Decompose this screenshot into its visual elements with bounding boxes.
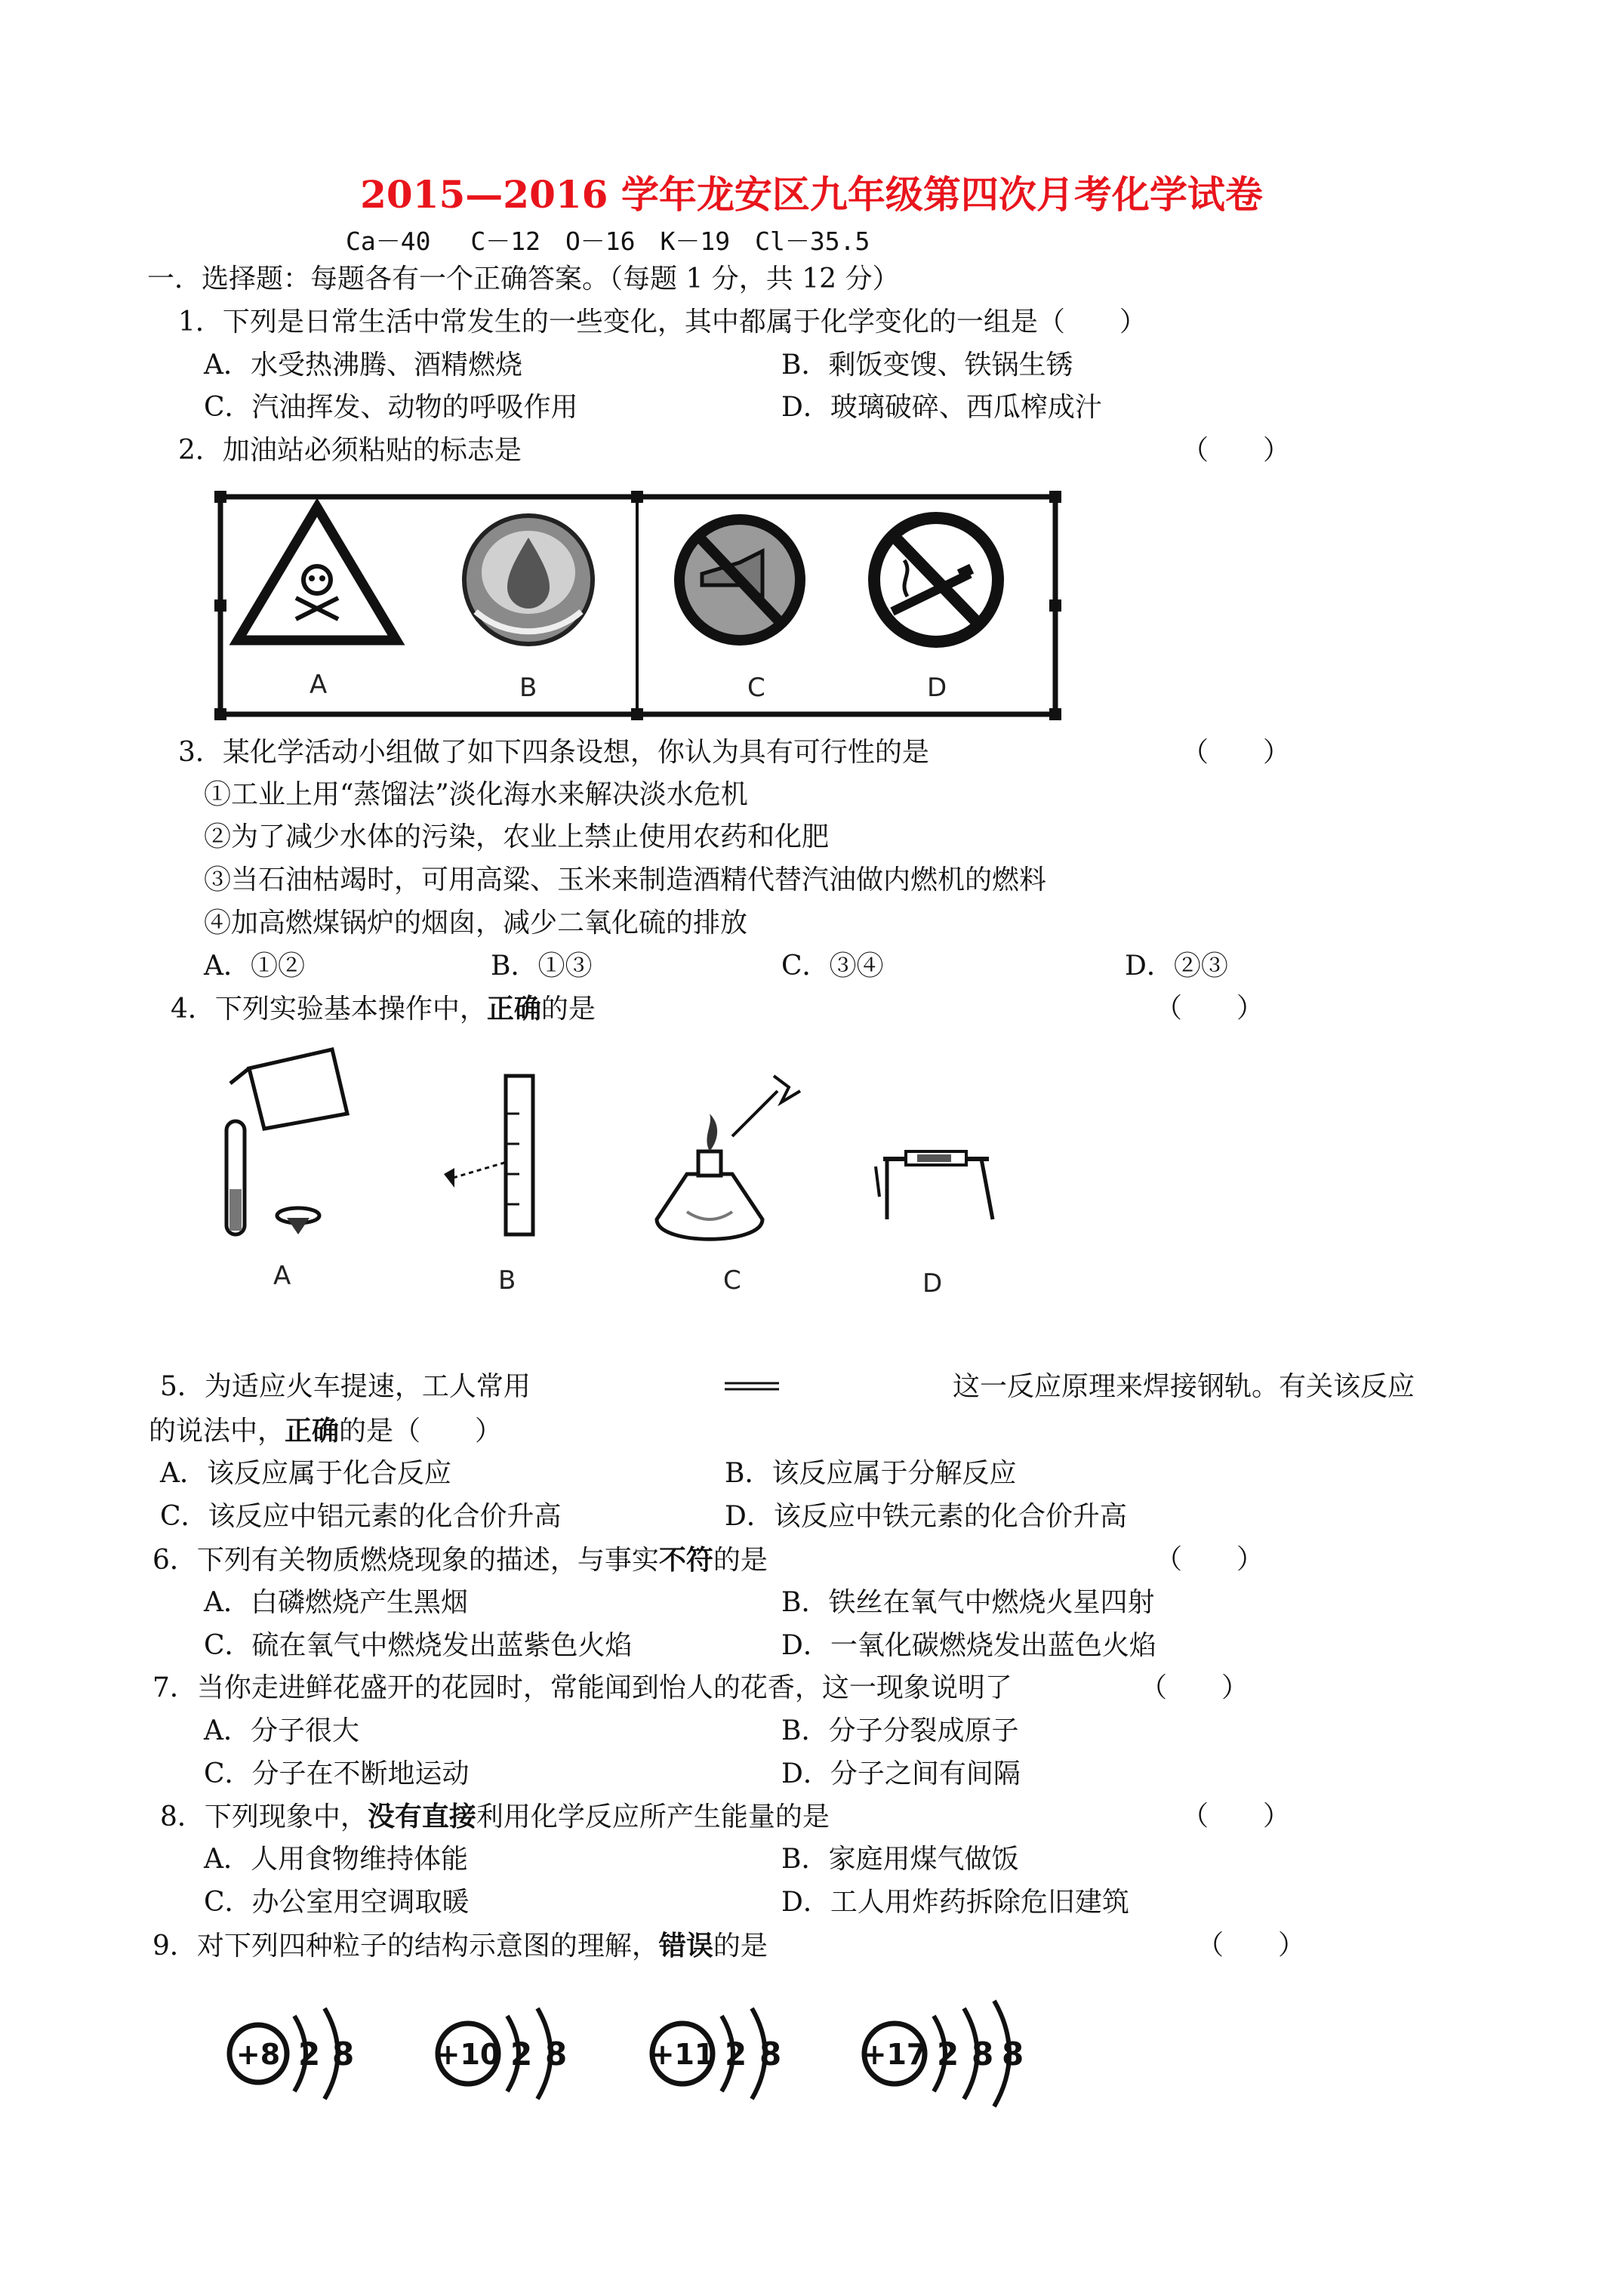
reaction-equals-sign (725, 1379, 779, 1394)
q8-option-b: B．家庭用煤气做饭 (781, 1844, 1019, 1875)
q4-answer-paren: （ ） (1155, 993, 1264, 1024)
q1-option-a: A．水受热沸腾、酒精燃烧 (204, 350, 522, 381)
no-smoking-icon (874, 518, 998, 642)
q3-stem: 3．某化学活动小组做了如下四条设想，你认为具有可行性的是 (178, 737, 929, 768)
q6-option-a: A．白磷燃烧产生黑烟 (204, 1587, 468, 1618)
q3-item-4: ④加高燃煤锅炉的烟囱，减少二氧化硫的排放 (204, 908, 748, 938)
graduated-cylinder-icon (444, 1076, 533, 1234)
q1-option-d: D．玻璃破碎、西瓜榨成汁 (781, 392, 1102, 423)
p2-shell-2: 8 (545, 2036, 568, 2073)
q6-stem: 6．下列有关物质燃烧现象的描述，与事实不符的是 (152, 1544, 768, 1576)
heating-tube-icon (876, 1151, 993, 1219)
paper-title: 2015—2016 学年龙安区九年级第四次月考化学试卷 (360, 172, 1263, 217)
q4-label-c: C (723, 1265, 741, 1296)
q4-lab-figure (204, 1046, 1019, 1310)
alcohol-lamp-icon (657, 1076, 800, 1239)
p3-shell-2: 8 (759, 2036, 782, 2073)
p2-nucleus: +10 (436, 2038, 500, 2071)
q9-particle-diagrams (211, 1989, 1079, 2118)
q4-stem: 4．下列实验基本操作中，正确的是 (171, 993, 596, 1025)
q6-option-b: B．铁丝在氧气中燃烧火星四射 (781, 1587, 1155, 1618)
q2-answer-paren: （ ） (1181, 435, 1291, 466)
q3-option-a: A．①② (204, 951, 305, 982)
p1-shell-2: 8 (332, 2036, 355, 2073)
section-heading: 一．选择题：每题各有一个正确答案。（每题 1 分，共 12 分） (147, 264, 900, 294)
q5-stem-part2: 这一反应原理来焊接钢轨。有关该反应 (953, 1371, 1415, 1402)
particle-diagram-4 (863, 2001, 1024, 2106)
q3-option-b: B．①③ (491, 951, 593, 982)
q3-answer-paren: （ ） (1181, 737, 1291, 768)
q7-option-b: B．分子分裂成原子 (781, 1715, 1019, 1746)
q2-label-b: B (519, 673, 537, 703)
q5-option-d: D．该反应中铁元素的化合价升高 (725, 1501, 1127, 1532)
q6-option-d: D．一氧化碳燃烧发出蓝色火焰 (781, 1630, 1156, 1661)
q4-label-d: D (922, 1268, 943, 1299)
q3-option-c: C．③④ (781, 951, 884, 982)
q2-label-c: C (747, 673, 765, 703)
no-horn-icon (679, 519, 800, 640)
q6-answer-paren: （ ） (1155, 1544, 1264, 1575)
particle-diagram-2 (436, 2008, 568, 2099)
q8-answer-paren: （ ） (1181, 1801, 1291, 1832)
q7-option-d: D．分子之间有间隔 (781, 1758, 1021, 1789)
q5-option-b: B．该反应属于分解反应 (725, 1458, 1017, 1489)
q7-option-c: C．分子在不断地运动 (204, 1758, 470, 1789)
p1-nucleus: +8 (236, 2038, 281, 2071)
p4-shell-2: 8 (972, 2036, 994, 2073)
p4-shell-3: 8 (1002, 2036, 1024, 2073)
p1-shell-1: 2 (298, 2036, 321, 2073)
p4-nucleus: +17 (862, 2038, 927, 2071)
q6-option-c: C．硫在氧气中燃烧发出蓝紫色火焰 (204, 1630, 633, 1661)
q5-option-c: C．该反应中铝元素的化合价升高 (160, 1501, 562, 1532)
q4-label-a: A (273, 1261, 291, 1291)
q2-label-d: D (927, 673, 947, 703)
q3-item-3: ③当石油枯竭时，可用高粱、玉米来制造酒精代替汽油做内燃机的燃料 (204, 864, 1047, 895)
particle-diagram-3 (651, 2008, 782, 2099)
q3-option-d: D．②③ (1125, 951, 1228, 982)
q7-option-a: A．分子很大 (204, 1715, 359, 1746)
q5-option-a: A．该反应属于化合反应 (160, 1458, 451, 1489)
q3-item-1: ①工业上用“蒸馏法”淡化海水来解决淡水危机 (204, 779, 748, 810)
q7-stem: 7．当你走进鲜花盛开的花园时，常能闻到怡人的花香，这一现象说明了 (152, 1672, 1012, 1703)
q5-stem-part1: 5．为适应火车提速，工人常用 (160, 1371, 531, 1402)
q1-option-b: B．剩饭变馊、铁锅生锈 (781, 350, 1073, 381)
q5-stem-part3: 的说法中，正确的是（ ） (149, 1415, 503, 1447)
toxic-warning-icon (238, 507, 396, 640)
q3-item-2: ②为了减少水体的污染，农业上禁止使用农药和化肥 (204, 821, 830, 852)
pouring-liquid-icon (226, 1049, 347, 1234)
q2-stem: 2．加油站必须粘贴的标志是 (178, 435, 522, 466)
q4-label-b: B (498, 1265, 516, 1296)
q8-option-d: D．工人用炸药拆除危旧建筑 (781, 1887, 1129, 1918)
q9-stem: 9．对下列四种粒子的结构示意图的理解，错误的是 (152, 1930, 768, 1962)
q2-signs-figure (211, 491, 1064, 721)
p3-shell-1: 2 (725, 2036, 747, 2073)
q1-stem: 1．下列是日常生活中常发生的一些变化，其中都属于化学变化的一组是（ ） (178, 307, 1147, 337)
p4-shell-1: 2 (937, 2036, 959, 2073)
q8-stem: 8．下列现象中，没有直接利用化学反应所产生能量的是 (160, 1801, 830, 1832)
q8-option-c: C．办公室用空调取暖 (204, 1887, 470, 1918)
q9-answer-paren: （ ） (1196, 1930, 1306, 1961)
p3-nucleus: +11 (650, 2038, 715, 2071)
particle-diagram-1 (229, 2008, 354, 2099)
q1-option-c: C．汽油挥发、动物的呼吸作用 (204, 392, 578, 423)
atomic-masses: Ca－40 C－12 O－16 K－19 Cl－35.5 (346, 227, 870, 256)
p2-shell-1: 2 (510, 2036, 533, 2073)
water-drop-icon (464, 516, 593, 644)
q8-option-a: A．人用食物维持体能 (204, 1844, 468, 1875)
q7-answer-paren: （ ） (1140, 1672, 1249, 1703)
q2-label-a: A (310, 670, 328, 700)
